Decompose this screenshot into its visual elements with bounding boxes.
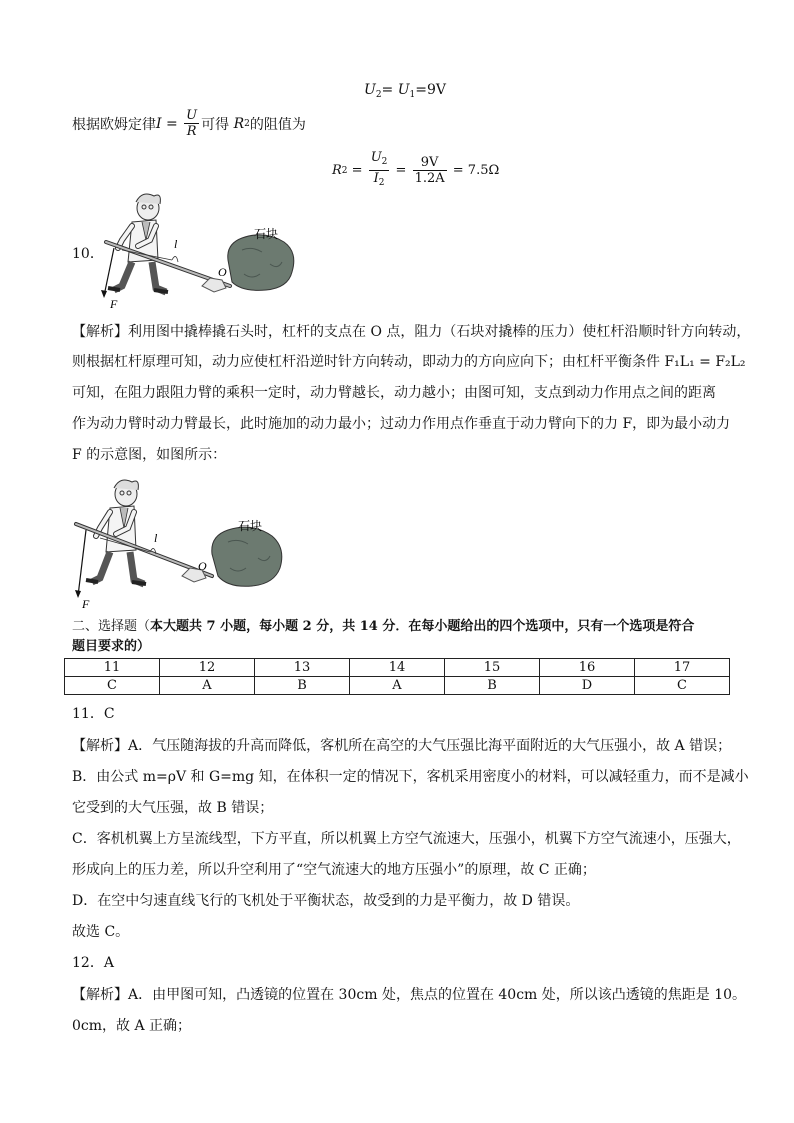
- q11-line-7: 故选 C。: [72, 924, 130, 940]
- big-stone-2: [212, 527, 282, 586]
- force-label-f-2: F: [82, 597, 90, 611]
- table-cell: 17: [635, 659, 730, 677]
- q10-analysis-line-4: 作为动力臂时动力臂最长，此时施加的动力最小；过动力作用点作垂直于动力臂向下的力 F，即为最小动力: [72, 416, 731, 432]
- stone-label: 石块: [254, 227, 279, 241]
- scientist-figure: [108, 194, 168, 292]
- q11-line-5: 形成向上的压力差，所以升空利用了“空气流速大的地方压强小”的原理，故 C 正确；: [72, 862, 596, 878]
- small-rock: [202, 278, 226, 292]
- answer-table-numbers: [65, 659, 730, 677]
- q11-line-4: C．客机机翼上方呈流线型，下方平直，所以机翼上方空气流速大，压强小，机翼下方空气流速小，压强大，: [72, 831, 741, 847]
- answer-table: [64, 658, 730, 695]
- question-10-number: 10．: [72, 246, 104, 262]
- ohm-law-line: 根据欧姆定律 I = $\frac{U}{R}$ 可得 R 2 的阻值为: [72, 108, 306, 139]
- table-cell: A: [160, 677, 255, 695]
- lever-figure-1: [92, 190, 302, 310]
- force-arrow-2: [78, 530, 86, 596]
- table-cell: B: [445, 677, 540, 695]
- q12-line-2: 0cm，故 A 正确；: [72, 1018, 192, 1034]
- q10-analysis-line-2: 则根据杠杆原理可知，动力应使杠杆沿逆时针方向转动，即动力的方向应向下；由杠杆平衡条件 F₁L₁ = F₂L₂: [72, 354, 746, 370]
- table-cell: 16: [540, 659, 635, 677]
- fulcrum-label-o-2: O: [198, 559, 207, 573]
- r2-formula: R 2 = $\frac{U_2}{I_2}$ = $\frac{9V}{1.2A}$ = 7.5Ω: [332, 150, 499, 191]
- table-cell: 12: [160, 659, 255, 677]
- table-cell: 15: [445, 659, 540, 677]
- q10-analysis-line-5: F 的示意图，如图所示：: [72, 447, 227, 463]
- table-cell: B: [255, 677, 350, 695]
- fulcrum-label-o: O: [218, 265, 227, 279]
- r2-fraction-2: $\frac{9V}{1.2A}$: [414, 155, 445, 186]
- q11-line-1: 【解析】A．气压随海拔的升高而降低，客机所在高空的大气压强比海平面附近的大气压强小，故 A 错误；: [72, 738, 732, 754]
- table-cell: C: [65, 677, 160, 695]
- stone-label-2: 石块: [238, 519, 263, 533]
- table-cell: D: [540, 677, 635, 695]
- table-cell: 11: [65, 659, 160, 677]
- force-label-f: F: [110, 297, 118, 310]
- table-cell: A: [350, 677, 445, 695]
- table-cell: C: [635, 677, 730, 695]
- q10-analysis-line-3: 可知，在阻力跟阻力臂的乘积一定时，动力臂越长，动力越小；由图可知，支点到动力作用点之间的距离: [72, 385, 716, 401]
- q12-head: 12．A: [72, 955, 114, 971]
- q10-analysis-line-1: 【解析】利用图中撬棒撬石头时，杠杆的支点在 O 点，阻力（石块对撬棒的压力）使杠杆沿顺时针方向转动，: [72, 324, 751, 340]
- section-2-title-cont: 题目要求的）: [72, 639, 151, 654]
- answer-table-answers: [65, 677, 730, 695]
- arm-label-l-2: l: [154, 531, 158, 545]
- q11-line-2: B．由公式 m=ρV 和 G=mg 知，在体积一定的情况下，客机采用密度小的材料，可以减轻重力，而不是减小: [72, 769, 749, 785]
- equation-u2-u1: $U_2= U_1=9V$: [364, 82, 447, 100]
- r2-fraction-1: $\frac{U_2}{I_2}$: [370, 150, 388, 188]
- q11-line-3: 它受到的大气压强，故 B 错误；: [72, 800, 274, 816]
- table-cell: 14: [350, 659, 445, 677]
- ohm-fraction: $\frac{U}{R}$: [186, 108, 198, 139]
- q11-line-6: D．在空中匀速直线飞行的飞机处于平衡状态，故受到的力是平衡力，故 D 错误。: [72, 893, 580, 909]
- big-stone: [228, 235, 294, 291]
- arm-label-l: l: [174, 237, 178, 251]
- q11-head: 11．C: [72, 706, 115, 722]
- section-2-title: 二、选择题（本大题共 7 小题，每小题 2 分，共 14 分．在每小题给出的四个选项中，只有一个选项是符合: [72, 619, 695, 634]
- table-cell: 13: [255, 659, 350, 677]
- lever-figure-2: [70, 476, 290, 612]
- q12-line-1: 【解析】A．由甲图可知，凸透镜的位置在 30cm 处，焦点的位置在 40cm 处，所以该凸透镜的焦距是 10。: [72, 987, 747, 1003]
